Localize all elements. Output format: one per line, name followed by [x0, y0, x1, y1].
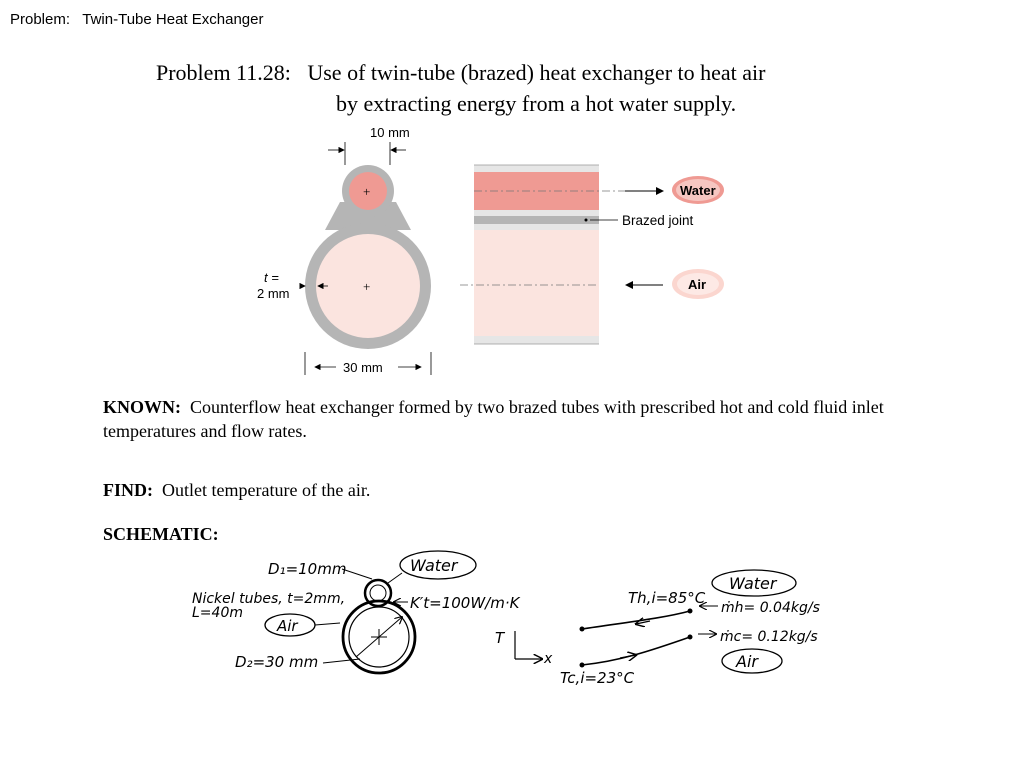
- header-label: Problem:: [10, 11, 71, 28]
- schem-thi-label: Th,i=85°C: [628, 589, 706, 607]
- schem-d1-label: D₁=10mm: [268, 560, 347, 578]
- small-tube-center-mark: +: [363, 184, 371, 199]
- known-label: KNOWN:: [103, 397, 181, 417]
- schem-hot-curve: [582, 611, 690, 629]
- section-wall-lower: [474, 224, 599, 230]
- known-text: Counterflow heat exchanger formed by two brazed tubes with prescribed hot and cold fluid inlet temperatures and flow rates.: [103, 397, 884, 441]
- section-water-top-wall: [474, 165, 599, 173]
- schematic-sketch: [180, 545, 840, 695]
- schem-cold-outlet-dot: [688, 635, 693, 640]
- schem-small-tube-inner: [370, 585, 386, 601]
- schem-air-label: Air: [277, 617, 298, 635]
- brazed-joint-dot: [585, 219, 588, 222]
- section-wall-upper: [474, 210, 599, 216]
- schem-nickel-line2: L=40m: [192, 605, 243, 621]
- schem-axis-t-label: T: [495, 629, 505, 647]
- schem-cold-curve: [582, 637, 690, 665]
- brazed-joint-label: Brazed joint: [622, 213, 694, 228]
- schem-d1-leader: [342, 569, 372, 579]
- water-label: Water: [680, 183, 716, 198]
- header-title: Twin-Tube Heat Exchanger: [82, 11, 264, 28]
- schem-kt-label: K′t=100W/m·K: [410, 594, 520, 612]
- schem-d2-label: D₂=30 mm: [235, 653, 319, 671]
- schem-cold-direction-arrow: [620, 655, 636, 658]
- schem-axis-x-label: x: [544, 651, 553, 667]
- section-brazed-joint: [474, 216, 599, 224]
- schematic-heading: SCHEMATIC:: [103, 524, 219, 544]
- dim-top-label: 10 mm: [370, 125, 410, 140]
- section-air-stream: [474, 230, 599, 336]
- schem-cold-inlet-dot: [580, 663, 585, 668]
- schem-mh-label: ṁh= 0.04kg/s: [721, 600, 820, 616]
- schem-mc-label: ṁc= 0.12kg/s: [720, 629, 818, 645]
- dim-t-label-1: t =: [264, 270, 279, 285]
- schem-tci-label: Tc,i=23°C: [560, 669, 635, 687]
- schem-hot-inlet-dot: [688, 609, 693, 614]
- problem-number: Problem 11.28:: [156, 60, 291, 85]
- find-label: FIND:: [103, 480, 153, 500]
- schem-hot-outlet-dot: [580, 627, 585, 632]
- large-tube-center-mark: +: [363, 279, 371, 294]
- find-text: Outlet temperature of the air.: [162, 480, 371, 500]
- schem-water-leader: [388, 573, 402, 583]
- slide-header: [10, 11, 263, 28]
- problem-title-line1: [156, 60, 765, 86]
- dim-t-label-2: 2 mm: [257, 286, 290, 301]
- twin-tube-figure: [240, 120, 740, 380]
- section-air-bottom-wall: [474, 336, 599, 344]
- dim-bottom-label: 30 mm: [343, 360, 383, 375]
- problem-title-text: Use of twin-tube (brazed) heat exchanger to heat air: [307, 60, 766, 85]
- schem-water-label: Water: [410, 556, 458, 575]
- air-label: Air: [688, 277, 707, 292]
- schem-nickel-line1: Nickel tubes, t=2mm,: [192, 591, 346, 607]
- schem-air2-label: Air: [736, 652, 758, 671]
- schem-air-leader: [315, 623, 340, 625]
- problem-title-line2: by extracting energy from a hot water supply.: [336, 91, 737, 116]
- schem-water2-label: Water: [729, 574, 777, 593]
- known-statement: [103, 395, 923, 443]
- find-statement: [103, 480, 370, 501]
